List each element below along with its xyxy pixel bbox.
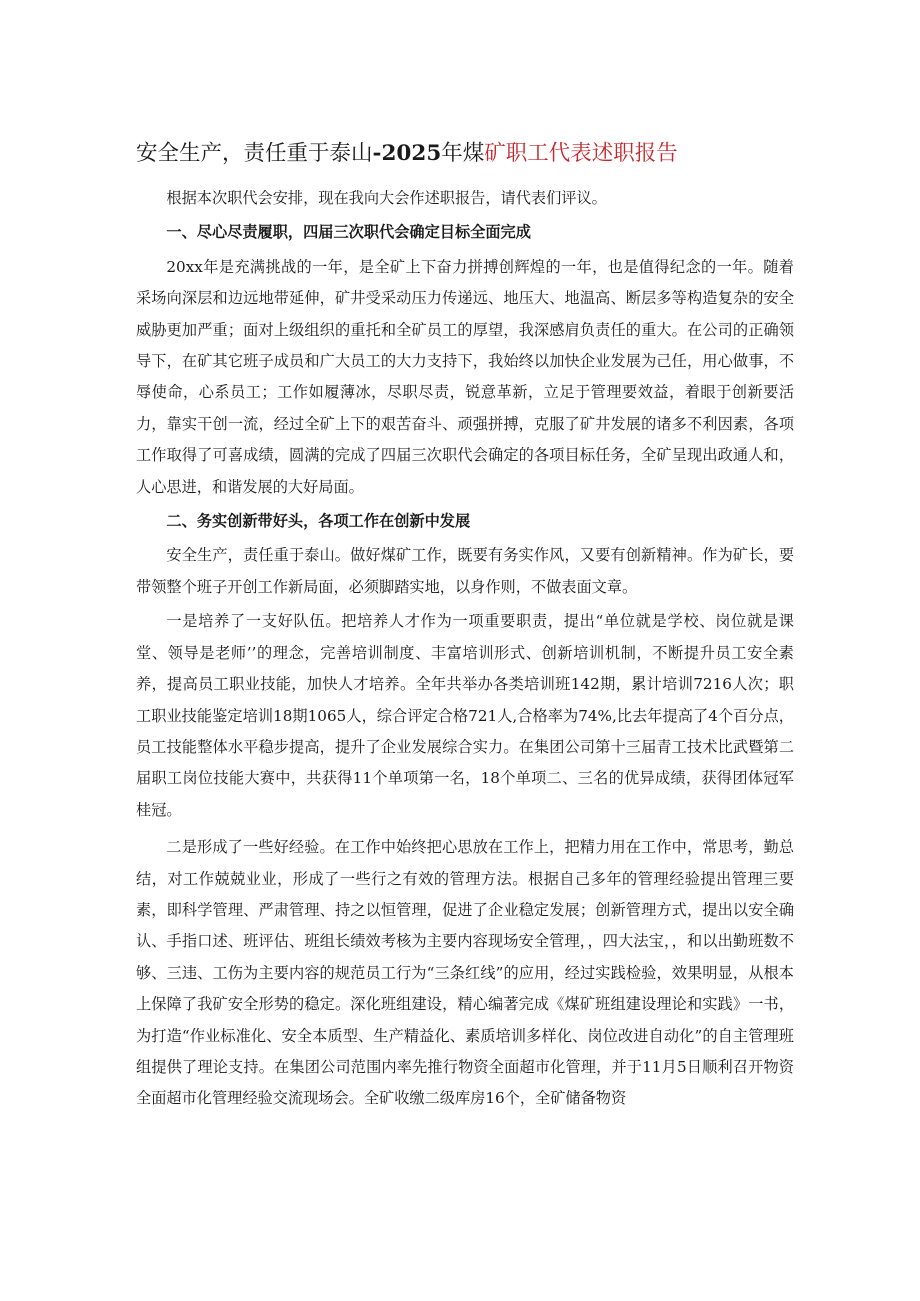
body-paragraph: 一是培养了一支好队伍。把培养人才作为一项重要职责，提出“单位就是学校、岗位就是课堂、领导是老师’’的理念，完善培训制度、丰富培训形式、创新培训机制，不断提升员工安全素养，提高员工职业技能，加快人才培养。全年共举办各类培训班142期，累计培训7216人次；职工职业技能鉴定培训18期1065人，综合评定合格721人,合格率为74%,比去年提高了4个百分点，员工技能整体水平稳步提高，提升了企业发展综合实力。在集团公司第十三届青工技术比武暨第二届职工岗位技能大赛中，共获得11个单项第一名，18个单项二、三名的优异成绩，获得团体冠军桂冠。 [136,612,794,819]
section-heading-1: 一、尽心尽责履职，四届三次职代会确定目标全面完成 [166,223,531,242]
intro-paragraph: 根据本次职代会安排，现在我向大会作述职报告，请代表们评议。 [166,189,607,207]
body-paragraph: 安全生产，责任重于泰山。做好煤矿工作，既要有务实作风，又要有创新精神。作为矿长，要带领整个班子开创工作新局面，必须脚踏实地，以身作则，不做表面文章。 [136,546,794,596]
section-heading-2: 二、务实创新带好头，各项工作在创新中发展 [166,512,471,531]
document-title [136,138,836,170]
title-part-1: 安全生产，责任重于泰山 [136,141,373,166]
title-part-3: 年煤 [441,141,485,166]
body-paragraph: 20xx年是充满挑战的一年，是全矿上下奋力拼搏创辉煌的一年，也是值得纪念的一年。随着采场向深层和边远地带延伸，矿井受采动压力传递远、地压大、地温高、断层多等构造复杂的安全威胁更加严重；面对上级组织的重托和全矿员工的厚望，我深感肩负责任的重大。在公司的正确领导下，在矿其它班子成员和广大员工的大力支持下，我始终以加快企业发展为己任，用心做事，不辱使命，心系员工；工作如履薄冰，尽职尽责，锐意革新，立足于管理要效益，着眼于创新要活力，靠实干创一流，经过全矿上下的艰苦奋斗、顽强拼搏，克服了矿井发展的诸多不利因素，各项工作取得了可喜成绩，圆满的完成了四届三次职代会确定的各项目标任务，全矿呈现出政通人和，人心思进，和谐发展的大好局面。 [136,257,794,496]
document-body [136,180,794,1115]
body-paragraph: 二是形成了一些好经验。在工作中始终把心思放在工作上，把精力用在工作中，常思考，勤总结，对工作兢兢业业，形成了一些行之有效的管理方法。根据自己多年的管理经验提出管理三要素，即科学管理、严肃管理、持之以恒管理，促进了企业稳定发展；创新管理方式，提出以安全确认、手指口述、班评估、班组长绩效考核为主要内容现场安全管理，，四大法宝，，和以出勤班数不够、三违、工伤为主要内容的规范员工行为“三条红线”的应用，经过实践检验，效果明显，从根本上保障了我矿安全形势的稳定。深化班组建设，精心编著完成《煤矿班组建设理论和实践》一书，为打造“作业标准化、安全本质型、生产精益化、素质培训多样化、岗位改进自动化”的自主管理班组提供了理论支持。在集团公司范围内率先推行物资全面超市化管理，并于11月5日顺利召开物资全面超市化管理经验交流现场会。全矿收缴二级库房16个，全矿储备物资 [136,838,794,1108]
title-part-4: 矿职工代表述职报告 [484,141,678,166]
title-part-2: -2025 [372,141,442,166]
